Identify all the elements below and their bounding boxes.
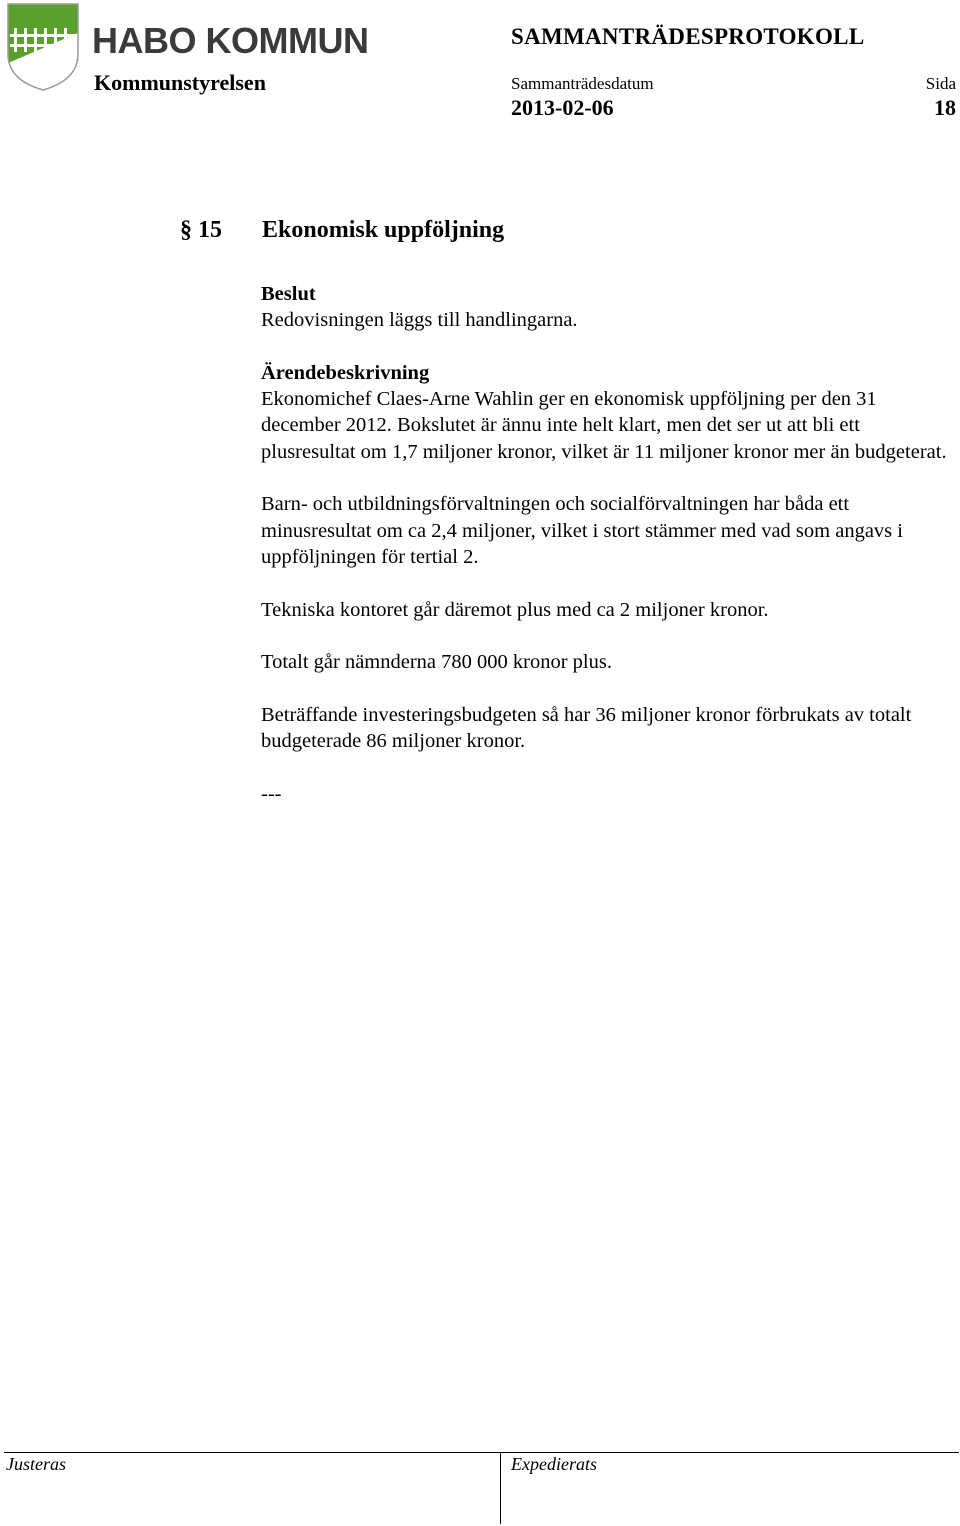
paragraph: Ekonomichef Claes-Arne Wahlin ger en ekonomisk uppföljning per den 31 december 2012. Bokslutet är ännu inte helt klart, men det ser ut att bli ett plusresultat om 1,7 miljoner kronor, vilket är 11 miljoner kronor mer än budgeterat. [261, 388, 947, 463]
end-mark: --- [261, 782, 282, 805]
section-number: § 15 [180, 217, 222, 243]
footer-column-divider [500, 1452, 501, 1524]
dispatched-label: Expedierats [511, 1454, 597, 1474]
paragraph: Tekniska kontoret går däremot plus med ca 2 miljoner kronor. [261, 598, 769, 621]
section-heading [180, 217, 505, 244]
meeting-date-value: 2013-02-06 [511, 95, 614, 120]
paragraph: Totalt går nämnderna 780 000 kronor plus. [261, 651, 612, 674]
minutes-body [261, 281, 951, 833]
footer-divider-line [4, 1452, 959, 1453]
document-title: SAMMANTRÄDESPROTOKOLL [511, 24, 865, 49]
decision-text: Redovisningen läggs till handlingarna. [261, 309, 578, 332]
department-name: Kommunstyrelsen [94, 70, 266, 95]
meeting-date-label: Sammanträdesdatum [511, 74, 654, 93]
page-number-label: Sida [925, 74, 956, 93]
case-description-heading: Ärendebeskrivning [261, 361, 430, 384]
page-number-value: 18 [934, 95, 956, 120]
section-title: Ekonomisk uppföljning [262, 217, 505, 243]
brand-name: HABO KOMMUN [92, 20, 369, 61]
decision-heading: Beslut [261, 283, 316, 305]
paragraph: Beträffande investeringsbudgeten så har 36 miljoner kronor förbrukats av totalt budgeterade 86 miljoner kronor. [261, 703, 912, 753]
adjusted-by-label: Justeras [6, 1454, 66, 1474]
habo-coat-of-arms-icon [6, 2, 80, 92]
paragraph: Barn- och utbildningsförvaltningen och socialförvaltningen har båda ett minusresultat om ca 2,4 miljoner, vilket i stort stämmer med vad som angavs i uppföljningen för tertial 2. [261, 493, 903, 568]
